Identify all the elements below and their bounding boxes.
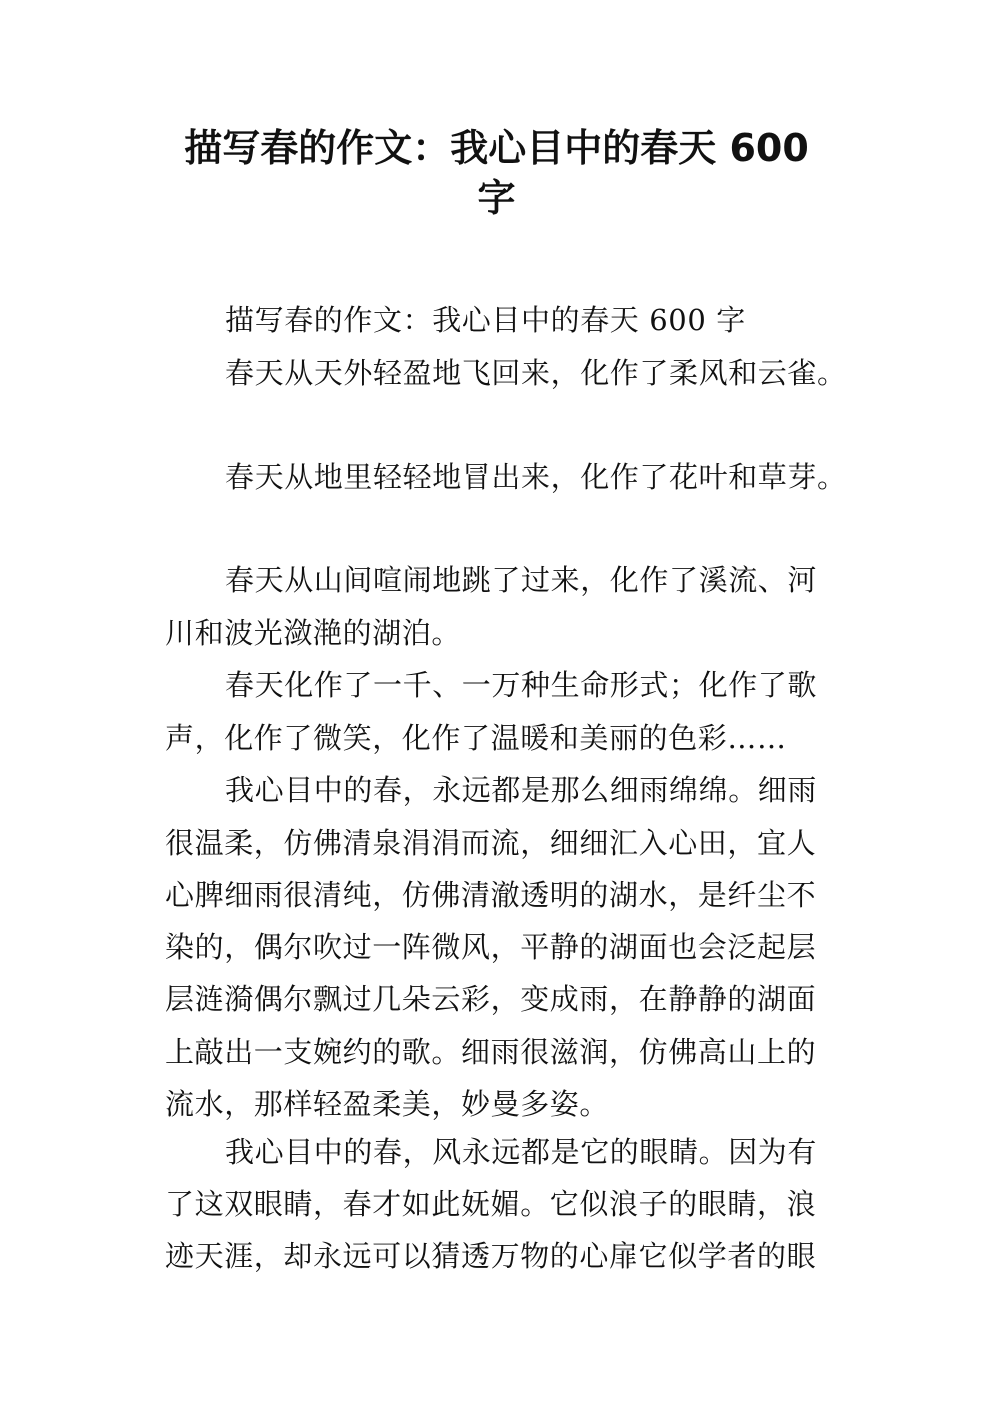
subtitle: 描写春的作文：我心目中的春天 600 字 — [225, 303, 746, 337]
paragraph-line: 我心目中的春，永远都是那么细雨绵绵。细雨 — [225, 773, 818, 807]
paragraph-line: 上敲出一支婉约的歌。细雨很滋润，仿佛高山上的 — [165, 1035, 817, 1069]
paragraph-line: 染的，偶尔吹过一阵微风，平静的湖面也会泛起层 — [165, 930, 817, 964]
paragraph-line: 了这双眼睛，春才如此妩媚。它似浪子的眼睛，浪 — [165, 1187, 817, 1221]
paragraph-line: 声，化作了微笑，化作了温暖和美丽的色彩…… — [165, 721, 787, 755]
paragraph-line: 很温柔，仿佛清泉涓涓而流，细细汇入心田，宜人 — [165, 826, 817, 860]
paragraph-line: 心脾细雨很清纯，仿佛清澈透明的湖水，是纤尘不 — [165, 878, 817, 912]
paragraph-line: 春天从地里轻轻地冒出来，化作了花叶和草芽。 — [225, 460, 847, 494]
paragraph-line: 我心目中的春，风永远都是它的眼睛。因为有 — [225, 1135, 818, 1169]
paragraph-line: 流水，那样轻盈柔美，妙曼多姿。 — [165, 1087, 610, 1121]
paragraph-line: 春天从天外轻盈地飞回来，化作了柔风和云雀。 — [225, 356, 847, 390]
paragraph-line: 春天化作了一千、一万种生命形式；化作了歌 — [225, 668, 818, 702]
paragraph-line: 川和波光潋滟的湖泊。 — [165, 616, 462, 650]
paragraph-line: 层涟漪偶尔飘过几朵云彩，变成雨，在静静的湖面 — [165, 982, 817, 1016]
title-line-2: 字 — [477, 176, 516, 220]
paragraph-line: 迹天涯，却永远可以猜透万物的心扉它似学者的眼 — [165, 1239, 817, 1273]
paragraph-line: 春天从山间喧闹地跳了过来，化作了溪流、河 — [225, 563, 818, 597]
title-line-1: 描写春的作文：我心目中的春天 600 — [184, 126, 809, 170]
